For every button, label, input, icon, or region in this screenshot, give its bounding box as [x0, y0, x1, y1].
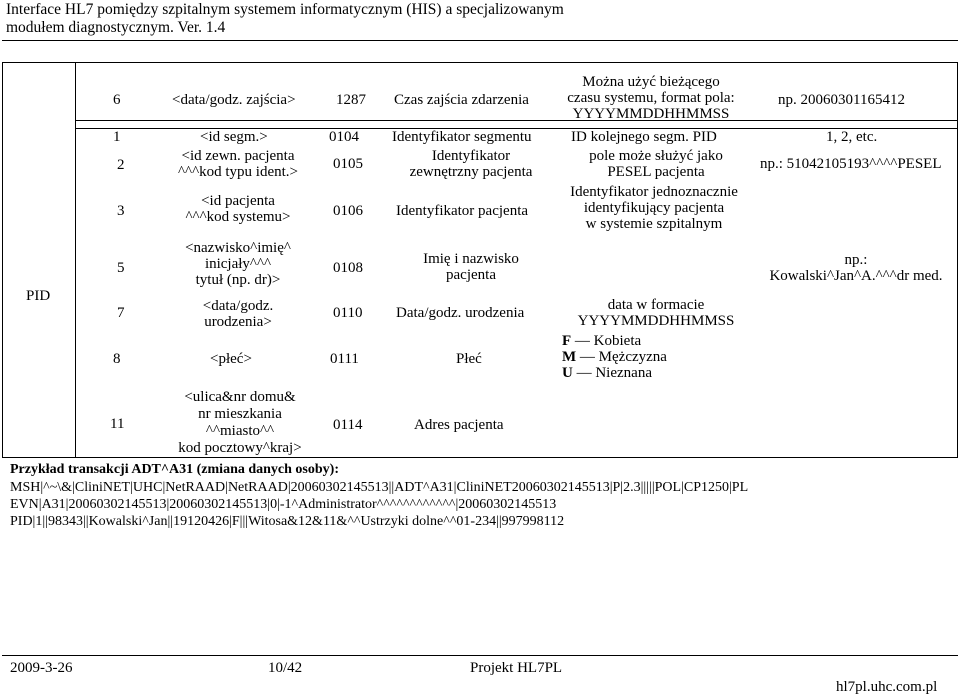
- name-line: pacjenta: [446, 267, 496, 283]
- name-line: Imię i nazwisko: [423, 251, 519, 267]
- field-line: <ulica&nr domu&: [184, 389, 296, 405]
- field-line: tytuł (np. dr)>: [195, 272, 281, 288]
- row-seq: 3: [117, 203, 125, 219]
- row-name: [396, 148, 546, 180]
- row-name: [396, 251, 546, 283]
- note-line: pole może służyć jako: [589, 148, 723, 164]
- field-line: <id zewn. pacjenta: [181, 148, 295, 164]
- row-field: <data/godz. zajścia>: [172, 92, 296, 108]
- name-line: Identyfikator: [431, 148, 511, 164]
- example-line-pid: PID|1||98343||Kowalski^Jan||19120426|F|||Witosa&12&11&^^Ustrzyki dolne^^01-234||997998112: [10, 514, 565, 529]
- row-example: np.: 51042105193^^^^PESEL: [760, 156, 942, 172]
- row-note: [568, 297, 744, 329]
- footer-site: hl7pl.uhc.com.pl: [836, 679, 938, 695]
- row-seq: 8: [113, 351, 121, 367]
- example-line-msh: MSH|^~\&|CliniNET|UHC|NetRAAD|NetRAAD|20060302145513||ADT^A31|CliniNET20060302145513|P|2.3|||||POL|CP1250|PL: [10, 480, 749, 495]
- note-line: PESEL pacjenta: [607, 164, 705, 180]
- row-name: Płeć: [456, 351, 482, 367]
- field-line: kod pocztowy^kraj>: [178, 440, 302, 456]
- row-code: 0114: [333, 417, 363, 433]
- note-line: czasu systemu, format pola:: [567, 90, 735, 106]
- segment-column: [2, 62, 76, 458]
- row-example: np. 20060301165412: [778, 92, 905, 108]
- header-rule: [2, 40, 958, 41]
- row-field: [168, 148, 308, 180]
- row-field: <id segm.>: [200, 129, 268, 145]
- row-field: [160, 389, 320, 457]
- footer-date: 2009-3-26: [10, 660, 73, 676]
- row-code: 0111: [330, 351, 359, 367]
- note-line: Można użyć bieżącego: [582, 74, 720, 90]
- note-line: identyfikujący pacjenta: [583, 200, 725, 216]
- row-name: Identyfikator pacjenta: [396, 203, 529, 219]
- row-seq: 1: [113, 129, 121, 145]
- row-code: 0104: [329, 129, 359, 145]
- footer-rule: [2, 655, 958, 656]
- header-line-2: modułem diagnostycznym. Ver. 1.4: [6, 19, 226, 36]
- row-seq: 5: [117, 260, 125, 276]
- example-title: Przykład transakcji ADT^A31 (zmiana danych osoby):: [10, 462, 339, 477]
- field-line: inicjały^^^: [204, 256, 272, 272]
- row-name: Czas zajścia zdarzenia: [394, 92, 529, 108]
- note-line: U — Nieznana: [562, 365, 652, 381]
- footer-page: 10/42: [268, 660, 303, 676]
- row-divider: [76, 120, 958, 121]
- example-line: Kowalski^Jan^A.^^^dr med.: [769, 268, 943, 284]
- row-seq: 7: [117, 305, 125, 321]
- field-line: ^^^kod systemu>: [185, 209, 291, 225]
- field-line: <nazwisko^imię^: [185, 240, 291, 256]
- row-code: 0106: [333, 203, 363, 219]
- segment-label: PID: [26, 288, 51, 304]
- note-line: YYYYMMDDHHMMSS: [572, 106, 730, 122]
- field-line: nr mieszkania: [198, 406, 282, 422]
- field-line: <data/godz.: [202, 298, 274, 314]
- field-line: ^^^kod typu ident.>: [178, 164, 298, 180]
- note-line: YYYYMMDDHHMMSS: [577, 313, 735, 329]
- example-line-evn: EVN|A31|20060302145513|20060302145513|0|-1^Administrator^^^^^^^^^^^^|20060302145513: [10, 497, 557, 512]
- row-example: 1, 2, etc.: [826, 129, 878, 145]
- row-name: Data/godz. urodzenia: [396, 305, 525, 321]
- row-code: 0110: [333, 305, 363, 321]
- row-field: [168, 193, 308, 225]
- note-line: w systemie szpitalnym: [585, 216, 723, 232]
- note-line: M — Mężczyzna: [562, 349, 667, 365]
- note-line: Identyfikator jednoznacznie: [570, 184, 738, 200]
- field-line: <id pacjenta: [201, 193, 275, 209]
- example-line: np.:: [844, 252, 868, 268]
- row-field: [168, 298, 308, 330]
- row-note: ID kolejnego segm. PID: [571, 129, 717, 145]
- row-note: [556, 74, 746, 122]
- row-field: <płeć>: [210, 351, 252, 367]
- row-seq: 6: [113, 92, 121, 108]
- field-line: ^^miasto^^: [205, 423, 275, 439]
- row-code: 0105: [333, 156, 363, 172]
- row-note: [556, 184, 752, 232]
- name-line: zewnętrzny pacjenta: [409, 164, 533, 180]
- note-line: data w formacie: [607, 297, 705, 313]
- row-code: 1287: [336, 92, 366, 108]
- row-seq: 2: [117, 157, 125, 173]
- row-code: 0108: [333, 260, 363, 276]
- footer-project: Projekt HL7PL: [470, 660, 563, 676]
- row-example: [758, 252, 954, 284]
- row-name: Adres pacjenta: [414, 417, 504, 433]
- row-note: [562, 333, 667, 381]
- row-field: [168, 240, 308, 288]
- note-line: F — Kobieta: [562, 333, 642, 349]
- row-name: Identyfikator segmentu: [392, 129, 532, 145]
- field-line: urodzenia>: [204, 314, 272, 330]
- header-title: [6, 1, 564, 37]
- header-line-1: Interface HL7 pomiędzy szpitalnym systemem informatycznym (HIS) a specjalizowanym: [6, 1, 564, 18]
- row-note: [568, 148, 744, 180]
- row-seq: 11: [110, 416, 125, 432]
